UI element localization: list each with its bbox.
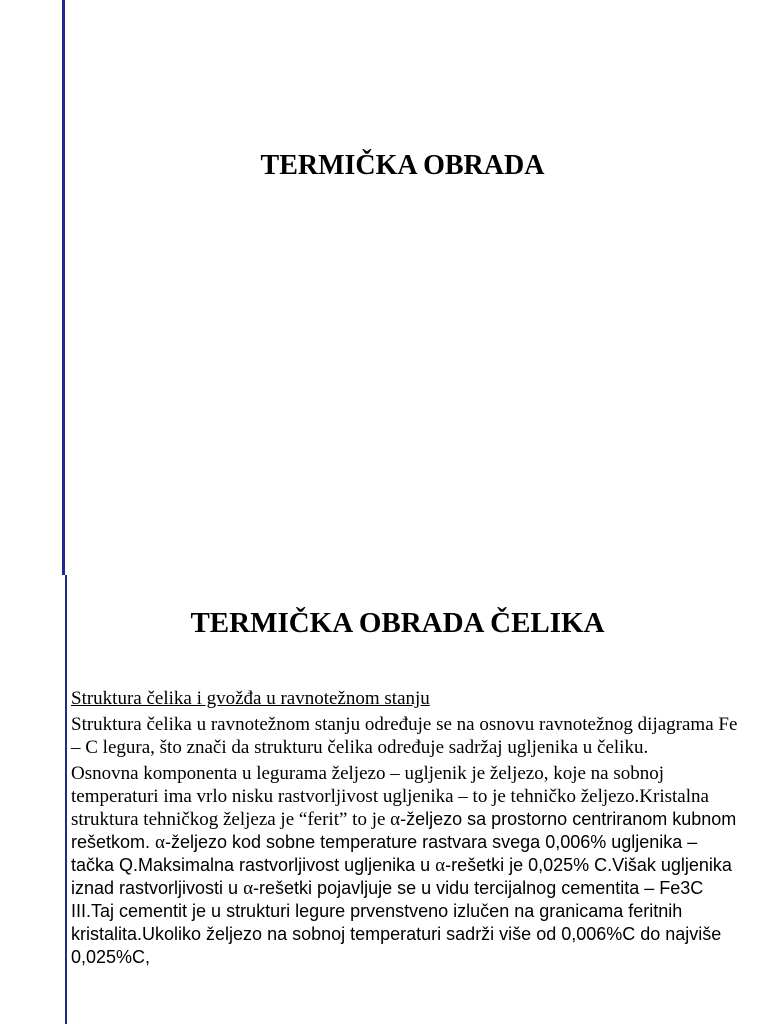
margin-rule-top: [62, 0, 65, 575]
paragraph-2-alpha-2: α: [435, 855, 446, 876]
section-title: TERMIČKA OBRADA ČELIKA: [190, 607, 605, 639]
paragraph-2-sans-2: -željezo kod sobne temperature rastvara svega 0,006% ugljenika – tačka Q.Maksimalna rastvorljivost ugljenika u: [71, 832, 698, 875]
paragraph-2: [71, 762, 741, 969]
section-body: [71, 687, 741, 972]
paragraph-2-sans-1: -željezo sa prostorno centriranom kubnom rešetkom.: [71, 809, 737, 852]
section-subheading: Struktura čelika i gvožđa u ravnotežnom stanju: [71, 688, 430, 709]
paragraph-1: Struktura čelika u ravnotežnom stanju određuje se na osnovu ravnotežnog dijagrama Fe – C legura, što znači da strukturu čelika određuje sadržaj ugljenika u čeliku.: [71, 714, 738, 758]
paragraph-2-alpha-1: α: [155, 832, 165, 853]
paragraph-2-sans-3: -rešetki je 0,025% C.Višak ugljenika iznad rastvorljivosti u: [71, 855, 732, 898]
paragraph-2-serif: Osnovna komponenta u legurama željezo – ugljenik je željezo, koje na sobnoj temperaturi ima vrlo nisku rastvorljivost ugljenika – to je tehničko željezo.Kristalna struktura tehničkog željeza je “ferit” to je α: [71, 763, 709, 830]
paragraph-2-alpha-3: α: [243, 878, 254, 899]
paragraph-2-sans-4: -rešetki pojavljuje se u vidu tercijalnog cementita – Fe3C III.Taj cementit je u strukturi legure prvenstveno izlučen na granicama feritnih kristalita.Ukoliko željezo na sobnoj temperaturi sadrži više od 0,006%C do najviše 0,025%C,: [71, 878, 722, 967]
margin-rule-bottom: [65, 575, 67, 1024]
cover-title: TERMIČKA OBRADA: [260, 150, 545, 181]
